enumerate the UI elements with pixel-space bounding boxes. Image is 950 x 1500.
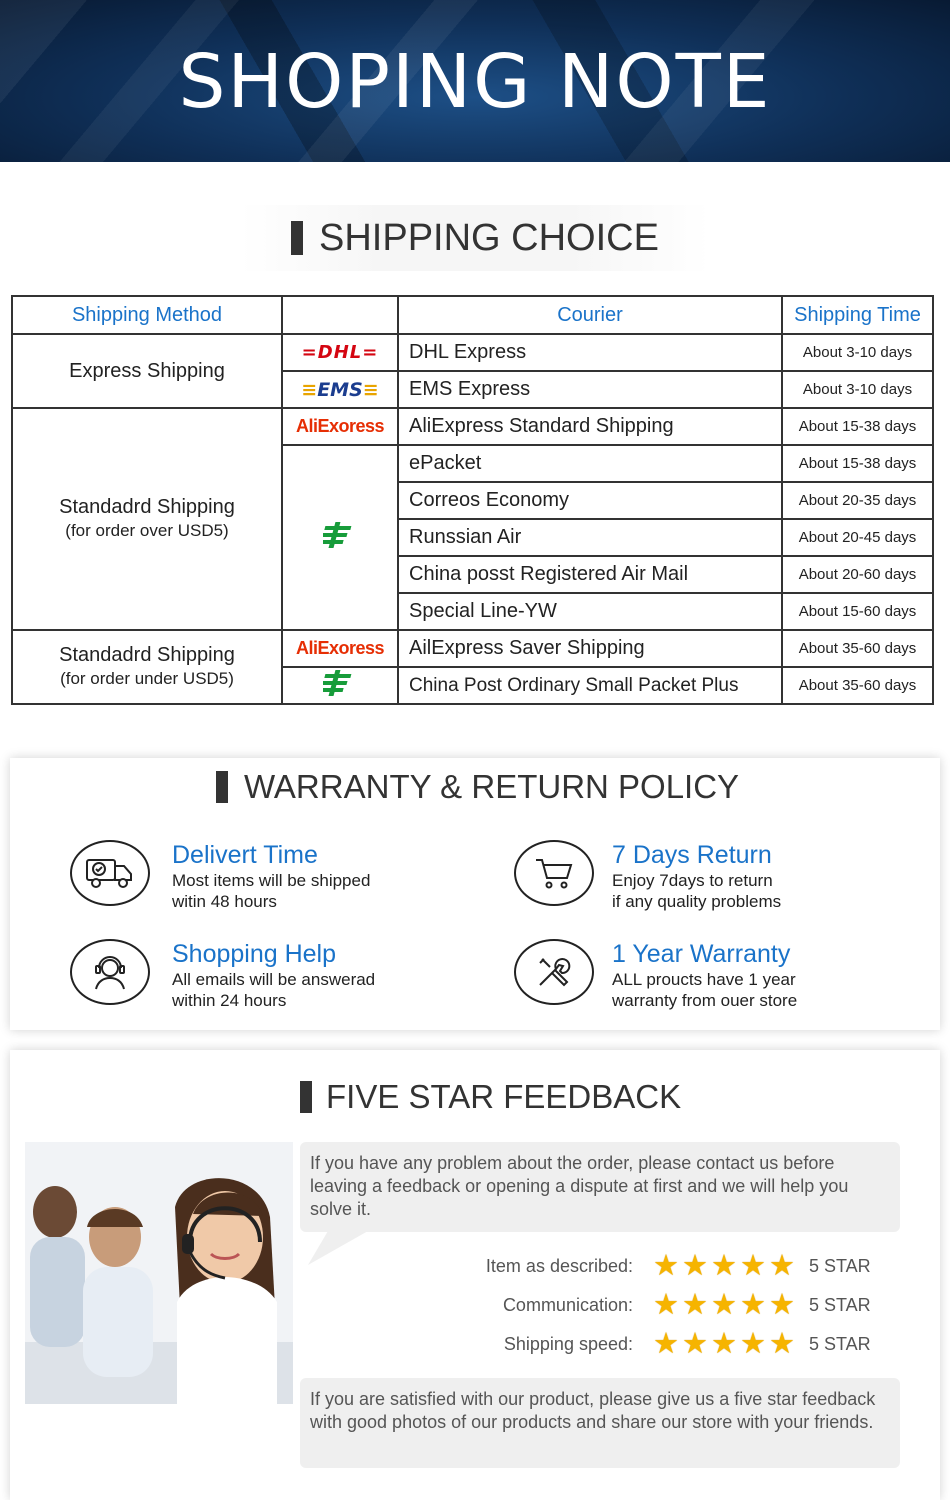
china-post-logo-icon: [282, 445, 398, 630]
table-row: [12, 630, 933, 667]
star-icon: ★: [653, 1328, 679, 1360]
star-rating: [653, 1251, 795, 1281]
rating-label: Communication:: [502, 1294, 633, 1315]
star-icon: ★: [653, 1250, 679, 1282]
cart-icon: [514, 840, 594, 906]
courier-name: Special Line-YW: [398, 593, 782, 630]
feature-title: 7 Days Return: [612, 841, 772, 869]
rating-label: Item as described:: [485, 1255, 633, 1276]
rating-value: 5 STAR: [809, 1255, 871, 1276]
method-express: [12, 334, 282, 408]
rating-value: 5 STAR: [809, 1333, 871, 1354]
heading-text: WARRANTY & RETURN POLICY: [244, 768, 740, 805]
rating-value: 5 STAR: [809, 1294, 871, 1315]
header-shipping-method: Shipping Method: [12, 296, 282, 334]
feedback-note-top: [300, 1142, 900, 1232]
feature-warranty: [514, 939, 797, 1011]
feedback-heading: [300, 1076, 681, 1118]
star-icon: ★: [682, 1328, 708, 1360]
rating-row: [300, 1290, 900, 1320]
shipping-table: [11, 295, 932, 709]
heading-text: FIVE STAR FEEDBACK: [326, 1078, 682, 1115]
truck-icon: [70, 840, 150, 906]
feature-line: Enjoy 7days to return: [612, 871, 773, 890]
feature-line: warranty from ouer store: [612, 991, 798, 1010]
star-rating: [653, 1290, 795, 1320]
method-label: Express Shipping: [69, 360, 225, 382]
table-row: [12, 408, 933, 445]
feature-delivery-time: [70, 840, 370, 912]
feature-title: 1 Year Warranty: [612, 940, 791, 968]
header-logo: [282, 296, 398, 334]
courier-name: Runssian Air: [398, 519, 782, 556]
star-icon: ★: [769, 1328, 795, 1360]
star-rating: [653, 1329, 795, 1359]
method-standard-under: [12, 630, 282, 704]
feature-title: Delivert Time: [172, 841, 318, 869]
note-text: If you are satisfied with our product, please give us a five star feedback with good photos of our products and share our store with your friends.: [310, 1389, 876, 1432]
shipping-time: About 3-10 days: [782, 371, 933, 408]
heading-bar: [300, 1081, 312, 1113]
method-sublabel: (for order over USD5): [65, 521, 229, 540]
star-icon: ★: [653, 1289, 679, 1321]
star-icon: ★: [682, 1289, 708, 1321]
shipping-time: About 35-60 days: [782, 630, 933, 667]
dhl-logo-icon: =DHL=: [282, 334, 398, 371]
courier-name: ePacket: [398, 445, 782, 482]
header-courier: Courier: [398, 296, 782, 334]
rating-label: Shipping speed:: [503, 1333, 633, 1354]
star-icon: ★: [769, 1289, 795, 1321]
feature-shopping-help: [70, 939, 375, 1011]
feature-return: [514, 840, 781, 912]
shipping-time: About 15-38 days: [782, 445, 933, 482]
rating-row: [300, 1329, 900, 1359]
star-icon: ★: [711, 1250, 737, 1282]
aliexpress-logo-icon: AliExoress: [282, 630, 398, 667]
rating-row: [300, 1251, 900, 1281]
method-sublabel: (for order under USD5): [60, 669, 234, 688]
header-banner: [0, 0, 950, 162]
courier-name: DHL Express: [398, 334, 782, 371]
ems-logo-icon: ≡EMS≡: [282, 371, 398, 408]
shipping-time: About 3-10 days: [782, 334, 933, 371]
courier-name: China Post Ordinary Small Packet Plus: [398, 667, 782, 704]
star-icon: ★: [711, 1328, 737, 1360]
shipping-time: About 20-45 days: [782, 519, 933, 556]
heading-text: SHIPPING CHOICE: [319, 216, 659, 259]
support-agent-icon: [70, 939, 150, 1005]
star-icon: ★: [711, 1289, 737, 1321]
courier-name: Correos Economy: [398, 482, 782, 519]
star-icon: ★: [740, 1328, 766, 1360]
star-icon: ★: [740, 1289, 766, 1321]
method-label: Standadrd Shipping: [59, 496, 235, 518]
aliexpress-logo-icon: AliExoress: [282, 408, 398, 445]
feature-title: Shopping Help: [172, 940, 337, 968]
shipping-choice-heading: [240, 205, 710, 271]
feature-line: Most items will be shipped: [172, 871, 371, 890]
note-text: If you have any problem about the order, please contact us before leaving a feedback or opening a dispute at first and we will help you solve it.: [310, 1153, 849, 1219]
method-standard-over: [12, 408, 282, 630]
feature-line: All emails will be answerad: [172, 970, 376, 989]
courier-name: AliExpress Standard Shipping: [398, 408, 782, 445]
shipping-time: About 15-60 days: [782, 593, 933, 630]
customer-service-photo: [25, 1142, 293, 1404]
star-icon: ★: [769, 1250, 795, 1282]
heading-bar: [216, 771, 228, 803]
heading-bar: [291, 221, 303, 255]
feedback-note-bottom: [300, 1378, 900, 1468]
method-label: Standadrd Shipping: [59, 644, 235, 666]
shipping-time: About 35-60 days: [782, 667, 933, 704]
table-header-row: [12, 296, 933, 334]
table-row: [12, 334, 933, 371]
warranty-heading: [216, 766, 739, 808]
shipping-time: About 20-60 days: [782, 556, 933, 593]
header-shipping-time: Shipping Time: [782, 296, 933, 334]
feature-line: witin 48 hours: [172, 892, 277, 911]
star-icon: ★: [740, 1250, 766, 1282]
feature-line: within 24 hours: [172, 991, 287, 1010]
courier-name: EMS Express: [398, 371, 782, 408]
star-icon: ★: [682, 1250, 708, 1282]
courier-name: China posst Registered Air Mail: [398, 556, 782, 593]
feature-line: ALL proucts have 1 year: [612, 970, 796, 989]
china-post-logo-icon: [282, 667, 398, 704]
tools-icon: [514, 939, 594, 1005]
shipping-time: About 20-35 days: [782, 482, 933, 519]
shipping-time: About 15-38 days: [782, 408, 933, 445]
feature-line: if any quality problems: [612, 892, 782, 911]
courier-name: AilExpress Saver Shipping: [398, 630, 782, 667]
banner-title: SHOPING NOTE: [178, 39, 772, 125]
